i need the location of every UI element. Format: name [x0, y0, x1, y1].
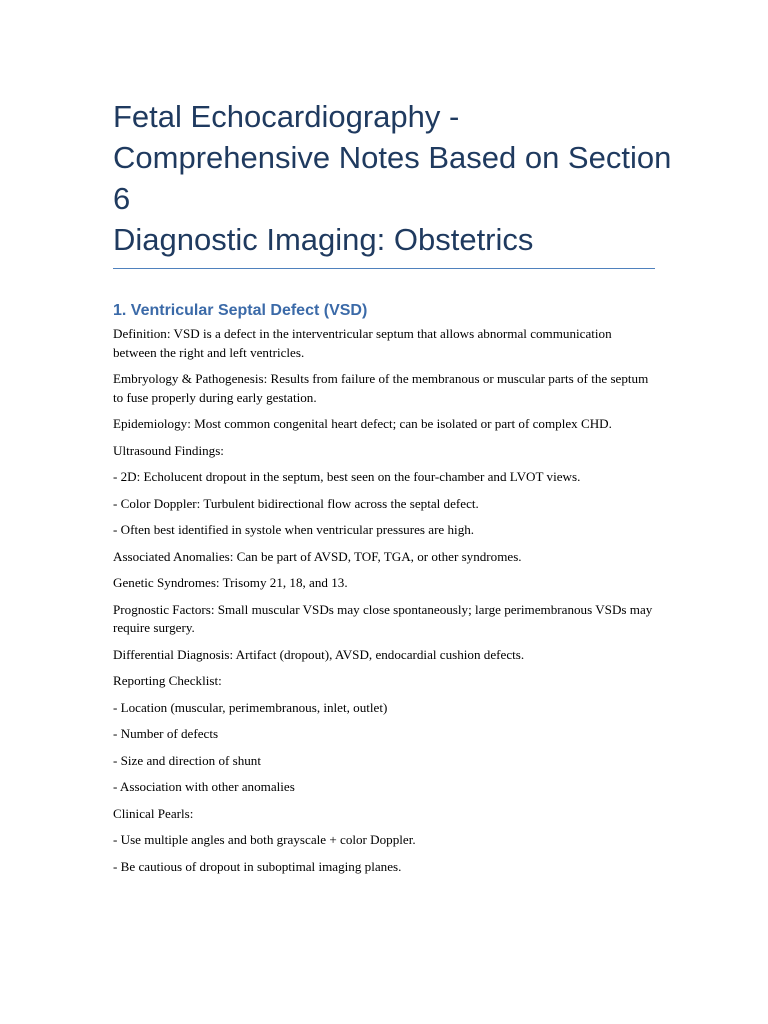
section-heading: 1. Ventricular Septal Defect (VSD) [113, 302, 368, 319]
section-body [113, 325, 658, 876]
paragraph: Definition: VSD is a defect in the interventricular septum that allows abnormal communication between the right and left ventricles. [113, 326, 612, 360]
paragraph: - 2D: Echolucent dropout in the septum, best seen on the four-chamber and LVOT views. [113, 469, 581, 484]
paragraph: Associated Anomalies: Can be part of AVSD, TOF, TGA, or other syndromes. [113, 548, 522, 564]
paragraph: Embryology & Pathogenesis: Results from failure of the membranous or muscular parts of the septum to fuse properly during early gestation. [113, 371, 649, 405]
paragraph: - Color Doppler: Turbulent bidirectional flow across the septal defect. [113, 495, 479, 511]
paragraph: - Use multiple angles and both grayscale + color Doppler. [113, 832, 416, 847]
paragraph: Epidemiology: Most common congenital heart defect; can be isolated or part of complex CHD. [113, 416, 612, 431]
title-line: Diagnostic Imaging: Obstetrics [113, 222, 534, 257]
title-line: Fetal Echocardiography - [113, 99, 460, 134]
paragraph: - Location (muscular, perimembranous, inlet, outlet) [113, 699, 388, 715]
paragraph: Prognostic Factors: Small muscular VSDs may close spontaneously; large perimembranous VSDs may require surgery. [113, 601, 653, 635]
paragraph: - Association with other anomalies [113, 779, 295, 794]
paragraph: - Often best identified in systole when ventricular pressures are high. [113, 522, 475, 537]
paragraph: - Number of defects [113, 726, 219, 741]
paragraph: Differential Diagnosis: Artifact (dropout), AVSD, endocardial cushion defects. [113, 646, 525, 662]
title-line: 6 [113, 181, 131, 216]
paragraph: Reporting Checklist: [113, 673, 222, 688]
title-underline [113, 268, 655, 269]
paragraph: Genetic Syndromes: Trisomy 21, 18, and 13. [113, 575, 348, 590]
title-line: Comprehensive Notes Based on Section [113, 140, 672, 175]
paragraph: Ultrasound Findings: [113, 442, 224, 458]
document-title [113, 0, 672, 260]
document-page [113, 0, 672, 884]
paragraph: - Be cautious of dropout in suboptimal imaging planes. [113, 858, 402, 874]
paragraph: Clinical Pearls: [113, 805, 194, 821]
paragraph: - Size and direction of shunt [113, 752, 261, 768]
